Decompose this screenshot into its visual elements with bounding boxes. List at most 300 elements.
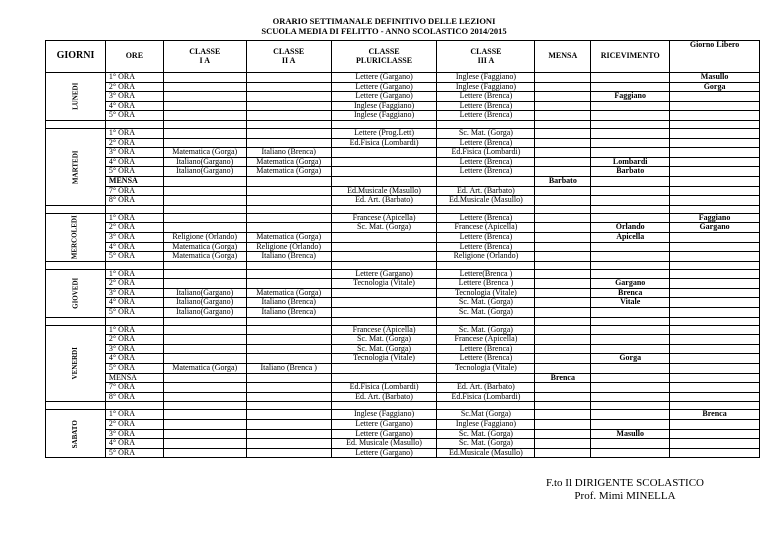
cell-classe-2a: Matematica (Gorga)	[246, 157, 331, 167]
cell-ricevimento	[591, 448, 670, 458]
cell-classe-2a	[246, 176, 331, 186]
empty-cell	[105, 120, 163, 128]
cell-giorno-libero	[670, 148, 760, 158]
cell-classe-2a	[246, 279, 331, 289]
table-row	[46, 325, 760, 335]
cell-mensa	[535, 325, 591, 335]
cell-ore: 3° ORA	[105, 429, 163, 439]
table-row	[46, 186, 760, 196]
cell-ricevimento	[591, 138, 670, 148]
cell-pluriclasse: Lettere (Gargano)	[331, 420, 437, 430]
cell-classe-2a	[246, 186, 331, 196]
header-classe-3a-l2: III A	[477, 55, 495, 65]
cell-ricevimento	[591, 383, 670, 393]
cell-giorno-libero	[670, 298, 760, 308]
cell-classe-3a: Inglese (Faggiano)	[437, 73, 535, 83]
cell-ore: 2° ORA	[105, 279, 163, 289]
cell-classe-1a	[163, 325, 246, 335]
cell-classe-3a: Francese (Apicella)	[437, 223, 535, 233]
cell-mensa	[535, 111, 591, 121]
table-row	[46, 73, 760, 83]
cell-ore: 5° ORA	[105, 167, 163, 177]
cell-classe-3a: Lettere (Brenca)	[437, 111, 535, 121]
cell-ore: 2° ORA	[105, 420, 163, 430]
cell-classe-2a: Religione (Orlando)	[246, 242, 331, 252]
cell-classe-3a: Lettere (Brenca)	[437, 232, 535, 242]
cell-mensa	[535, 269, 591, 279]
cell-pluriclasse	[331, 232, 437, 242]
day-cell	[46, 128, 106, 205]
cell-ore: 1° ORA	[105, 410, 163, 420]
cell-ore: 7° ORA	[105, 186, 163, 196]
cell-ricevimento	[591, 308, 670, 318]
cell-giorno-libero: Brenca	[670, 410, 760, 420]
cell-classe-2a	[246, 196, 331, 206]
cell-classe-3a: Ed. Art. (Barbato)	[437, 383, 535, 393]
cell-classe-2a: Italiano (Brenca)	[246, 252, 331, 262]
cell-ore: 5° ORA	[105, 364, 163, 374]
cell-mensa	[535, 298, 591, 308]
cell-ricevimento	[591, 420, 670, 430]
empty-cell	[331, 120, 437, 128]
cell-ricevimento: Apicella	[591, 232, 670, 242]
cell-pluriclasse: Lettere (Gargano)	[331, 82, 437, 92]
cell-ricevimento	[591, 176, 670, 186]
empty-cell	[246, 205, 331, 213]
cell-classe-2a	[246, 335, 331, 345]
cell-classe-3a: Ed.Musicale (Masullo)	[437, 448, 535, 458]
cell-ricevimento: Vitale	[591, 298, 670, 308]
day-cell	[46, 269, 106, 317]
cell-ricevimento	[591, 335, 670, 345]
cell-mensa	[535, 138, 591, 148]
cell-ricevimento	[591, 392, 670, 402]
cell-ricevimento: Barbato	[591, 167, 670, 177]
cell-classe-3a: Lettere (Brenca )	[437, 279, 535, 289]
cell-classe-1a	[163, 223, 246, 233]
empty-cell	[331, 261, 437, 269]
cell-mensa	[535, 429, 591, 439]
cell-ore: 3° ORA	[105, 92, 163, 102]
cell-classe-2a	[246, 429, 331, 439]
cell-giorno-libero	[670, 232, 760, 242]
cell-ricevimento	[591, 252, 670, 262]
cell-classe-3a: Sc. Mat. (Gorga)	[437, 128, 535, 138]
table-row	[46, 196, 760, 206]
header-classe-2a-l2: II A	[281, 55, 296, 65]
cell-ore: 2° ORA	[105, 138, 163, 148]
cell-classe-3a: Inglese (Faggiano)	[437, 420, 535, 430]
cell-classe-2a	[246, 82, 331, 92]
cell-classe-1a	[163, 128, 246, 138]
cell-classe-3a: Lettere (Brenca)	[437, 344, 535, 354]
cell-classe-1a	[163, 279, 246, 289]
cell-pluriclasse	[331, 364, 437, 374]
cell-classe-3a: Lettere (Brenca)	[437, 101, 535, 111]
cell-classe-1a	[163, 344, 246, 354]
empty-cell	[670, 261, 760, 269]
cell-ricevimento	[591, 101, 670, 111]
cell-giorno-libero	[670, 279, 760, 289]
cell-pluriclasse: Ed.Fisica (Lombardi)	[331, 138, 437, 148]
empty-cell	[331, 205, 437, 213]
cell-mensa	[535, 344, 591, 354]
cell-pluriclasse: Lettere (Gargano)	[331, 269, 437, 279]
cell-mensa	[535, 410, 591, 420]
signature	[520, 477, 730, 503]
cell-classe-2a	[246, 213, 331, 223]
header-pluriclasse-l2: PLURICLASSE	[356, 55, 413, 65]
cell-classe-1a	[163, 111, 246, 121]
cell-giorno-libero: Gargano	[670, 223, 760, 233]
cell-ricevimento	[591, 213, 670, 223]
cell-giorno-libero	[670, 325, 760, 335]
cell-pluriclasse: Ed. Musicale (Masullo)	[331, 439, 437, 449]
cell-mensa	[535, 242, 591, 252]
cell-classe-2a: Matematica (Gorga)	[246, 167, 331, 177]
cell-pluriclasse: Ed. Art. (Barbato)	[331, 196, 437, 206]
cell-classe-3a: Sc. Mat. (Gorga)	[437, 429, 535, 439]
empty-cell	[105, 205, 163, 213]
cell-ricevimento	[591, 373, 670, 383]
cell-giorno-libero	[670, 138, 760, 148]
cell-giorno-libero	[670, 101, 760, 111]
empty-cell	[163, 205, 246, 213]
cell-giorno-libero	[670, 288, 760, 298]
cell-giorno-libero	[670, 111, 760, 121]
cell-pluriclasse: Lettere (Gargano)	[331, 92, 437, 102]
empty-cell	[670, 402, 760, 410]
cell-mensa	[535, 82, 591, 92]
cell-pluriclasse: Sc. Mat. (Gorga)	[331, 223, 437, 233]
empty-cell	[591, 402, 670, 410]
table-row	[46, 410, 760, 420]
cell-mensa	[535, 448, 591, 458]
cell-classe-3a: Lettere (Brenca)	[437, 354, 535, 364]
empty-cell	[535, 205, 591, 213]
cell-pluriclasse: Francese (Apicella)	[331, 325, 437, 335]
cell-pluriclasse: Sc. Mat. (Gorga)	[331, 344, 437, 354]
empty-cell	[535, 261, 591, 269]
table-row	[46, 298, 760, 308]
header-classe-1a	[163, 41, 246, 73]
cell-classe-1a	[163, 410, 246, 420]
cell-mensa	[535, 279, 591, 289]
table-row	[46, 252, 760, 262]
cell-ricevimento: Lombardi	[591, 157, 670, 167]
cell-ore: 1° ORA	[105, 213, 163, 223]
cell-classe-3a: Religione (Orlando)	[437, 252, 535, 262]
cell-pluriclasse: Francese (Apicella)	[331, 213, 437, 223]
cell-classe-2a	[246, 138, 331, 148]
empty-cell	[437, 205, 535, 213]
cell-ore: 5° ORA	[105, 448, 163, 458]
cell-ricevimento	[591, 186, 670, 196]
cell-classe-3a: Tecnologia (Vitale)	[437, 288, 535, 298]
cell-classe-3a: Lettere (Brenca)	[437, 157, 535, 167]
cell-giorno-libero: Faggiano	[670, 213, 760, 223]
empty-cell	[246, 317, 331, 325]
day-label: MARTEDI	[71, 150, 80, 184]
cell-giorno-libero	[670, 176, 760, 186]
cell-mensa	[535, 157, 591, 167]
empty-cell	[46, 317, 106, 325]
cell-ore: 4° ORA	[105, 101, 163, 111]
cell-classe-2a	[246, 392, 331, 402]
table-row	[46, 429, 760, 439]
table-row	[46, 92, 760, 102]
cell-classe-3a: Sc. Mat. (Gorga)	[437, 325, 535, 335]
cell-pluriclasse: Ed. Art. (Barbato)	[331, 392, 437, 402]
cell-giorno-libero	[670, 269, 760, 279]
cell-classe-1a: Italiano(Gargano)	[163, 308, 246, 318]
cell-mensa	[535, 232, 591, 242]
cell-classe-3a: Lettere (Brenca)	[437, 92, 535, 102]
day-cell	[46, 325, 106, 402]
empty-cell	[163, 317, 246, 325]
table-row	[46, 176, 760, 186]
cell-pluriclasse: Sc. Mat. (Gorga)	[331, 335, 437, 345]
cell-classe-1a: Religione (Orlando)	[163, 232, 246, 242]
cell-pluriclasse: Ed.Fisica (Lombardi)	[331, 383, 437, 393]
cell-giorno-libero: Gorga	[670, 82, 760, 92]
table-row	[46, 344, 760, 354]
title-line-2: SCUOLA MEDIA DI FELITTO - ANNO SCOLASTICO 2014/2015	[261, 26, 507, 36]
table-row	[46, 373, 760, 383]
cell-giorno-libero	[670, 196, 760, 206]
cell-ricevimento	[591, 344, 670, 354]
cell-giorno-libero	[670, 252, 760, 262]
cell-classe-2a	[246, 325, 331, 335]
cell-classe-2a: Italiano (Brenca)	[246, 308, 331, 318]
cell-ricevimento	[591, 148, 670, 158]
table-row	[46, 167, 760, 177]
day-separator-row	[46, 261, 760, 269]
empty-cell	[535, 120, 591, 128]
cell-ricevimento	[591, 325, 670, 335]
cell-mensa	[535, 128, 591, 138]
cell-giorno-libero	[670, 383, 760, 393]
cell-classe-1a	[163, 82, 246, 92]
cell-classe-2a: Matematica (Gorga)	[246, 232, 331, 242]
cell-ricevimento: Faggiano	[591, 92, 670, 102]
cell-pluriclasse	[331, 167, 437, 177]
cell-pluriclasse: Inglese (Faggiano)	[331, 111, 437, 121]
cell-ricevimento	[591, 439, 670, 449]
day-label: GIOVEDI	[71, 277, 80, 309]
cell-mensa	[535, 335, 591, 345]
header-giorno-libero: Giorno Libero	[670, 41, 760, 73]
empty-cell	[437, 261, 535, 269]
empty-cell	[246, 402, 331, 410]
cell-ore: 3° ORA	[105, 148, 163, 158]
empty-cell	[591, 205, 670, 213]
cell-classe-1a: Matematica (Gorga)	[163, 252, 246, 262]
cell-classe-1a	[163, 373, 246, 383]
cell-mensa	[535, 92, 591, 102]
cell-pluriclasse: Lettere (Gargano)	[331, 429, 437, 439]
day-cell	[46, 213, 106, 261]
empty-cell	[670, 205, 760, 213]
cell-mensa	[535, 213, 591, 223]
table-row	[46, 148, 760, 158]
day-separator-row	[46, 120, 760, 128]
cell-ore: 1° ORA	[105, 128, 163, 138]
empty-cell	[591, 261, 670, 269]
cell-classe-3a: Ed.Musicale (Masullo)	[437, 196, 535, 206]
header-classe-3a	[437, 41, 535, 73]
table-row	[46, 82, 760, 92]
cell-ore: 3° ORA	[105, 232, 163, 242]
day-label: MERCOLEDI	[71, 215, 80, 260]
cell-ore: 4° ORA	[105, 157, 163, 167]
cell-ricevimento	[591, 196, 670, 206]
cell-pluriclasse	[331, 176, 437, 186]
cell-giorno-libero	[670, 344, 760, 354]
title-line-1: ORARIO SETTIMANALE DEFINITIVO DELLE LEZIONI	[272, 16, 496, 26]
empty-cell	[246, 261, 331, 269]
cell-pluriclasse	[331, 373, 437, 383]
cell-ore: 4° ORA	[105, 439, 163, 449]
cell-giorno-libero: Masullo	[670, 73, 760, 83]
cell-pluriclasse: Lettere (Prog.Lett)	[331, 128, 437, 138]
cell-classe-1a	[163, 73, 246, 83]
cell-ricevimento: Gargano	[591, 279, 670, 289]
cell-classe-1a	[163, 448, 246, 458]
cell-ricevimento: Brenca	[591, 288, 670, 298]
table-row	[46, 157, 760, 167]
table-row	[46, 128, 760, 138]
cell-classe-1a	[163, 439, 246, 449]
cell-pluriclasse	[331, 242, 437, 252]
cell-ore: 2° ORA	[105, 82, 163, 92]
cell-classe-1a: Italiano(Gargano)	[163, 167, 246, 177]
cell-classe-1a	[163, 176, 246, 186]
cell-classe-3a: Sc. Mat. (Gorga)	[437, 298, 535, 308]
empty-cell	[163, 120, 246, 128]
cell-classe-1a	[163, 213, 246, 223]
cell-classe-2a	[246, 111, 331, 121]
cell-pluriclasse: Tecnologia (Vitale)	[331, 354, 437, 364]
cell-classe-3a	[437, 176, 535, 186]
table-row	[46, 269, 760, 279]
cell-classe-3a: Ed.Fisica (Lombardi)	[437, 148, 535, 158]
cell-mensa: Barbato	[535, 176, 591, 186]
cell-pluriclasse: Tecnologia (Vitale)	[331, 279, 437, 289]
cell-classe-1a: Matematica (Gorga)	[163, 148, 246, 158]
table-row	[46, 111, 760, 121]
cell-classe-3a: Tecnologia (Vitale)	[437, 364, 535, 374]
table-row	[46, 242, 760, 252]
empty-cell	[535, 317, 591, 325]
table-row	[46, 354, 760, 364]
cell-classe-2a	[246, 420, 331, 430]
cell-ricevimento	[591, 410, 670, 420]
cell-classe-3a: Sc. Mat. (Gorga)	[437, 308, 535, 318]
empty-cell	[331, 402, 437, 410]
cell-classe-3a: Sc. Mat. (Gorga)	[437, 439, 535, 449]
empty-cell	[105, 261, 163, 269]
cell-ore: 4° ORA	[105, 298, 163, 308]
cell-ricevimento	[591, 73, 670, 83]
day-cell	[46, 73, 106, 121]
header-classe-2a-l1: CLASSE	[273, 46, 305, 56]
schedule-table	[45, 40, 760, 458]
cell-ore: 4° ORA	[105, 354, 163, 364]
cell-giorno-libero	[670, 354, 760, 364]
cell-classe-2a	[246, 128, 331, 138]
table-row	[46, 279, 760, 289]
cell-classe-2a	[246, 448, 331, 458]
cell-classe-1a	[163, 335, 246, 345]
cell-ricevimento: Masullo	[591, 429, 670, 439]
cell-giorno-libero	[670, 157, 760, 167]
table-row	[46, 213, 760, 223]
cell-mensa	[535, 167, 591, 177]
cell-classe-3a: Lettere(Brenca )	[437, 269, 535, 279]
header-classe-2a	[246, 41, 331, 73]
header-pluriclasse	[331, 41, 437, 73]
table-row	[46, 439, 760, 449]
cell-classe-2a	[246, 383, 331, 393]
cell-classe-2a	[246, 344, 331, 354]
cell-mensa	[535, 308, 591, 318]
cell-mensa	[535, 73, 591, 83]
empty-cell	[246, 120, 331, 128]
cell-classe-1a: Italiano(Gargano)	[163, 288, 246, 298]
cell-giorno-libero	[670, 448, 760, 458]
signature-line-1: F.to Il DIRIGENTE SCOLASTICO	[545, 477, 704, 489]
cell-ore: 2° ORA	[105, 335, 163, 345]
cell-classe-3a: Sc.Mat (Gorga)	[437, 410, 535, 420]
cell-mensa	[535, 439, 591, 449]
empty-cell	[105, 317, 163, 325]
cell-classe-1a	[163, 429, 246, 439]
cell-ore: 7° ORA	[105, 383, 163, 393]
cell-classe-1a	[163, 196, 246, 206]
cell-classe-1a	[163, 354, 246, 364]
table-row	[46, 223, 760, 233]
table-row	[46, 335, 760, 345]
table-row	[46, 420, 760, 430]
cell-ore: 1° ORA	[105, 269, 163, 279]
cell-classe-2a	[246, 410, 331, 420]
cell-classe-2a	[246, 92, 331, 102]
cell-giorno-libero	[670, 308, 760, 318]
cell-mensa	[535, 364, 591, 374]
empty-cell	[163, 402, 246, 410]
cell-classe-3a: Ed.Fisica (Lombardi)	[437, 392, 535, 402]
table-row	[46, 101, 760, 111]
cell-mensa	[535, 383, 591, 393]
cell-pluriclasse	[331, 298, 437, 308]
cell-giorno-libero	[670, 186, 760, 196]
cell-classe-1a: Italiano(Gargano)	[163, 157, 246, 167]
cell-classe-2a	[246, 73, 331, 83]
cell-ore: 4° ORA	[105, 242, 163, 252]
cell-pluriclasse	[331, 308, 437, 318]
cell-classe-2a	[246, 439, 331, 449]
cell-ricevimento	[591, 269, 670, 279]
cell-classe-1a: Italiano(Gargano)	[163, 298, 246, 308]
cell-classe-2a: Italiano (Brenca )	[246, 364, 331, 374]
cell-classe-3a: Lettere (Brenca)	[437, 242, 535, 252]
cell-mensa	[535, 392, 591, 402]
table-row	[46, 232, 760, 242]
cell-giorno-libero	[670, 335, 760, 345]
empty-cell	[46, 261, 106, 269]
cell-mensa	[535, 101, 591, 111]
